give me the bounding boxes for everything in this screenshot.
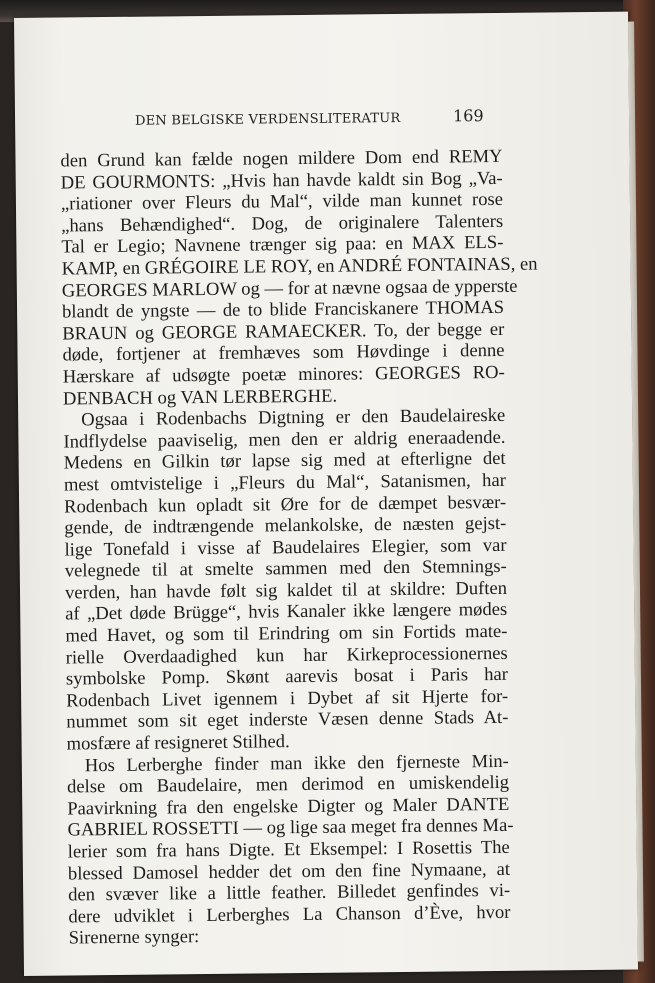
text-line: DE GOURMONTS: „Hvis han havde kaldt sin Bog „Va- [60,167,503,194]
text-line: blessed Damosel hedder det om den fine Nymaane, at [67,858,511,885]
book-page [14,12,638,976]
text-line: Tal er Legio; Navnene trænger sig paa: en MAX ELS- [61,232,504,258]
running-title: DEN BELGISKE VERDENSLITERATUR [135,110,401,129]
text-line: den svæver like a little feather. Billedet genfindes vi- [68,880,511,906]
page-header [135,106,515,134]
text-line: KAMP, en GRÉGOIRE LE ROY, en ANDRÉ FONTAINAS, en [61,253,538,280]
text-line: Medens en Gilkin tør lapse sig med at efterligne det [63,448,506,474]
text-line: GABRIEL ROSSETTI — og lige saa meget fra dennes Ma- [67,815,514,841]
text-line: Hos Lerberghe finder man ikke den fjerneste Min- [84,750,509,776]
text-line: verden, han havde følt sig kaldet til at skildre: Duften [64,577,508,604]
text-line: velegnede til at smelte sammen med den Stemnings- [64,556,507,582]
text-line: lige Tonefald i visse af Baudelaires Elegier, som var [64,534,507,561]
text-line: GEORGES MARLOW og — for at nævne ogsaa de ypperste [61,275,518,302]
text-line: Rodenbach Livet igennem i Dybet af sit Hjerte for- [66,685,509,712]
text-line: DENBACH og VAN LERBERGHE. [62,385,338,410]
text-line: gende, de indtrængende melankolske, de næsten gejst- [64,512,507,539]
page-number: 169 [452,106,484,126]
text-line: mest omtvistelige i „Fleurs du Mal“, Satanismen, har [63,469,506,496]
text-line: Rodenbach kun opladt sit Øre for de dæmpet besvær- [64,491,507,518]
text-line: den Grund kan fælde nogen mildere Dom end REMY [60,145,503,172]
text-line: lerier som fra hans Digte. Et Eksempel: I Rosettis The [67,836,510,863]
text-line: dere udviklet i Lerberghes La Chanson d’Ève, hvor [68,901,511,928]
text-line: nummet som sit eget inderste Væsen denne Stads At- [66,707,509,733]
text-line: „hans Behændighed“. Dog, de originalere Talenters [61,210,504,237]
text-line: døde, fortjener at fremhæves som Høvdinge i denne [62,340,505,366]
text-line: „riationer over Fleurs du Mal“, vilde man kunnet rose [60,189,504,215]
text-line: Ogsaa i Rodenbachs Digtning er den Baudelaireske [81,405,506,431]
text-line: delse om Baudelaire, men derimod en umiskendelig [66,772,510,798]
text-line: BRAUN og GEORGE RAMAECKER. To, der begge er [62,318,505,345]
text-line: af „Det døde Brügge“, hvis Kanaler ikke længere mødes [65,599,508,625]
body-text [60,145,538,950]
text-line: symbolske Pomp. Skønt aarevis bosat i Paris har [65,664,509,690]
text-line: med Havet, og som til Erindring om sin Fortids mate- [65,620,508,647]
text-line: rielle Overdaadighed kun har Kirkeprocessionernes [65,642,508,669]
text-line: Hærskare af udsøgte poetæ minores: GEORGES RO- [62,361,505,388]
text-line: Paavirkning fra den engelske Digter og Maler DANTE [67,793,510,820]
text-line: mosfære af resigneret Stilhed. [66,731,290,755]
text-line: Indflydelse paaviselig, men den er aldrig eneraadende. [63,426,506,453]
text-line: blandt de yngste — de to blide Franciskanere THOMAS [61,297,505,323]
text-line: Sirenerne synger: [68,926,200,949]
